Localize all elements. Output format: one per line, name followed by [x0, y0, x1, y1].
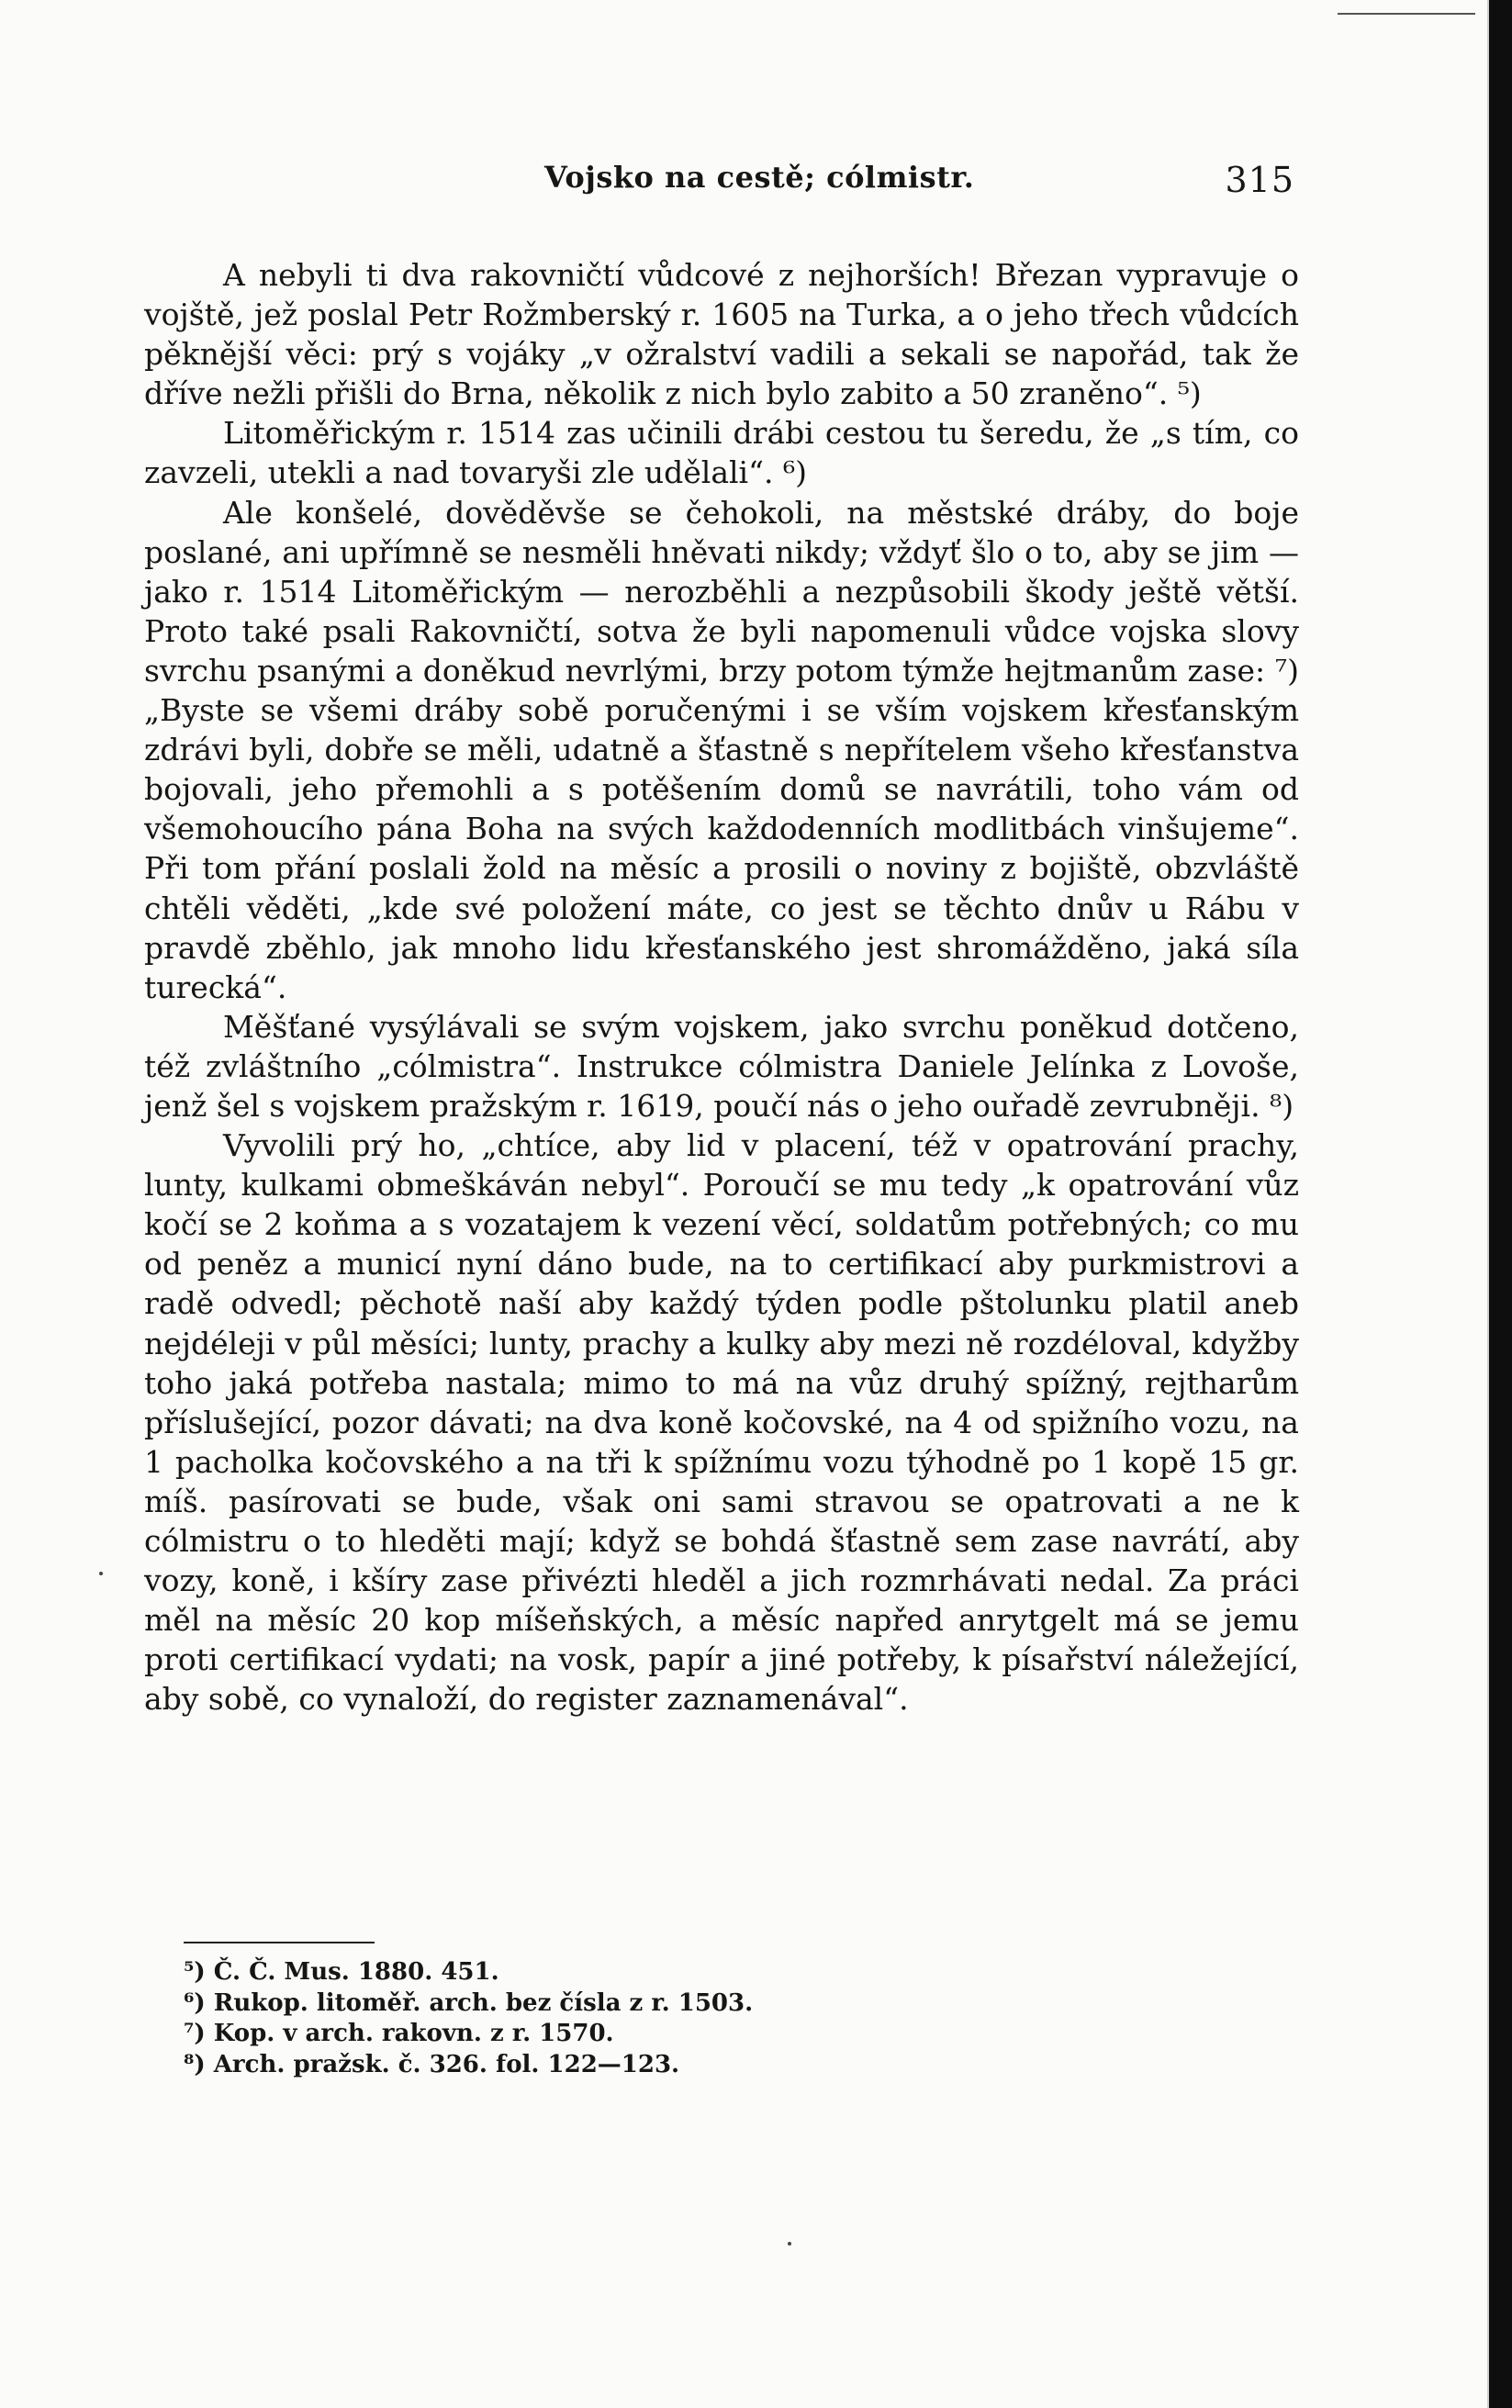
footnotes	[184, 1957, 1193, 2080]
running-head: Vojsko na cestě; cólmistr.	[544, 160, 975, 195]
paragraph-brezan: A nebyli ti dva rakovničtí vůdcové z nejhorších! Březan vypravuje o vojště, jež poslal Petr Rožmberský r. 1605 na Turka, a o jeho třech vůdcích pěknější věci: prý s vojáky „v ožralství vadili a sekali se napořád, tak že dříve nežli přišli do Brna, několik z nich bylo zabito a 50 zraněno“. ⁵)	[144, 257, 1299, 412]
page-number: 315	[1225, 160, 1294, 200]
page-header	[147, 156, 1294, 211]
body-text	[144, 255, 1299, 1719]
footnote-8: ⁸) Arch. pražsk. č. 326. fol. 122—123.	[184, 2050, 680, 2078]
footnote-5: ⁵) Č. Č. Mus. 1880. 451.	[184, 1958, 499, 1986]
footnote-6: ⁶) Rukop. litoměř. arch. bez čísla z r. 1503.	[184, 1988, 754, 2017]
footnote-divider	[184, 1942, 375, 1943]
scan-right-edge	[1489, 0, 1512, 2408]
paragraph-vyvolili: Vyvolili prý ho, „chtíce, aby lid v placení, též v opatrování prachy, lunty, kulkami obmeškáván nebyl“. Poroučí se mu tedy „k opatrování vůz kočí se 2 koňma a s vozatajem k vezení věcí, soldatům potřebných; co mu od peněz a municí nyní dáno bude, na to certifikací aby purkmistrovi a radě odvedl; pěchotě naší aby každý týden podle pštolunku platil aneb nejdéleji v půl měsíci; lunty, prachy a kulky aby mezi ně rozdéloval, kdyžby toho jaká potřeba nastala; mimo to má na vůz druhý spížný, rejtharům příslušející, pozor dávati; na dva koně kočovské, na 4 od spižního vozu, na 1 pacholka kočovského a na tři k spížnímu vozu týhodně po 1 kopě 15 gr. míš. pasírovati se bude, však oni sami stravou se opatrovati a ne k cólmistru o to hleděti mají; když se bohdá šťastně sem zase navrátí, aby vozy, koně, i kšíry zase přivézti hleděl a jich rozmrhávati nedal. Za práci měl na měsíc 20 kop míšeňských, a měsíc napřed anrytgelt má se jemu proti certifikací vydati; na vosk, papír a jiné potřeby, k písařství náležející, aby sobě, co vynaloží, do register zaznamenával“.	[144, 1127, 1299, 1718]
scan-speck	[788, 2242, 791, 2246]
footnote-7: ⁷) Kop. v arch. rakovn. z r. 1570.	[184, 2020, 614, 2047]
scan-edge-mark	[1338, 13, 1475, 15]
scan-speck	[99, 1572, 103, 1575]
paragraph-litomerice: Litoměřickým r. 1514 zas učinili drábi cestou tu šeredu, že „s tím, co zavzeli, utekli a nad tovaryši zle udělali“. ⁶)	[144, 415, 1299, 491]
paragraph-colmistr: Měšťané vysýlávali se svým vojskem, jako svrchu poněkud dotčeno, též zvláštního „cólmistra“. Instrukce cólmistra Daniele Jelínka z Lovoše, jenž šel s vojskem pražským r. 1619, poučí nás o jeho ouřadě zevrubněji. ⁸)	[144, 1008, 1299, 1124]
paragraph-konsele: Ale konšelé, dověděvše se čehokoli, na městské dráby, do boje poslané, ani upřímně se nesměli hněvati nikdy; vždyť šlo o to, aby se jim — jako r. 1514 Litoměřickým — nerozběhli a nezpůsobili škody ještě větší. Proto také psali Rakovničtí, sotva že byli napomenuli vůdce vojska slovy svrchu psanými a doněkud nevrlými, brzy potom týmže hejtmanům zase: ⁷) „Byste se všemi dráby sobě poručenými i se vším vojskem křesťanským zdrávi byli, dobře se měli, udatně a šťastně s nepřítelem všeho křesťanstva bojovali, jeho přemohli a s potěšením domů se navrátili, toho vám od všemohoucího pána Boha na svých každodenních modlitbách vinšujeme“. Při tom přání poslali žold na měsíc a prosili o noviny z bojiště, obzvláště chtěli věděti, „kde své položení máte, co jest se těchto dnův u Rábu v pravdě zběhlo, jak mnoho lidu křesťanského jest shromážděno, jaká síla turecká“.	[144, 494, 1299, 1005]
